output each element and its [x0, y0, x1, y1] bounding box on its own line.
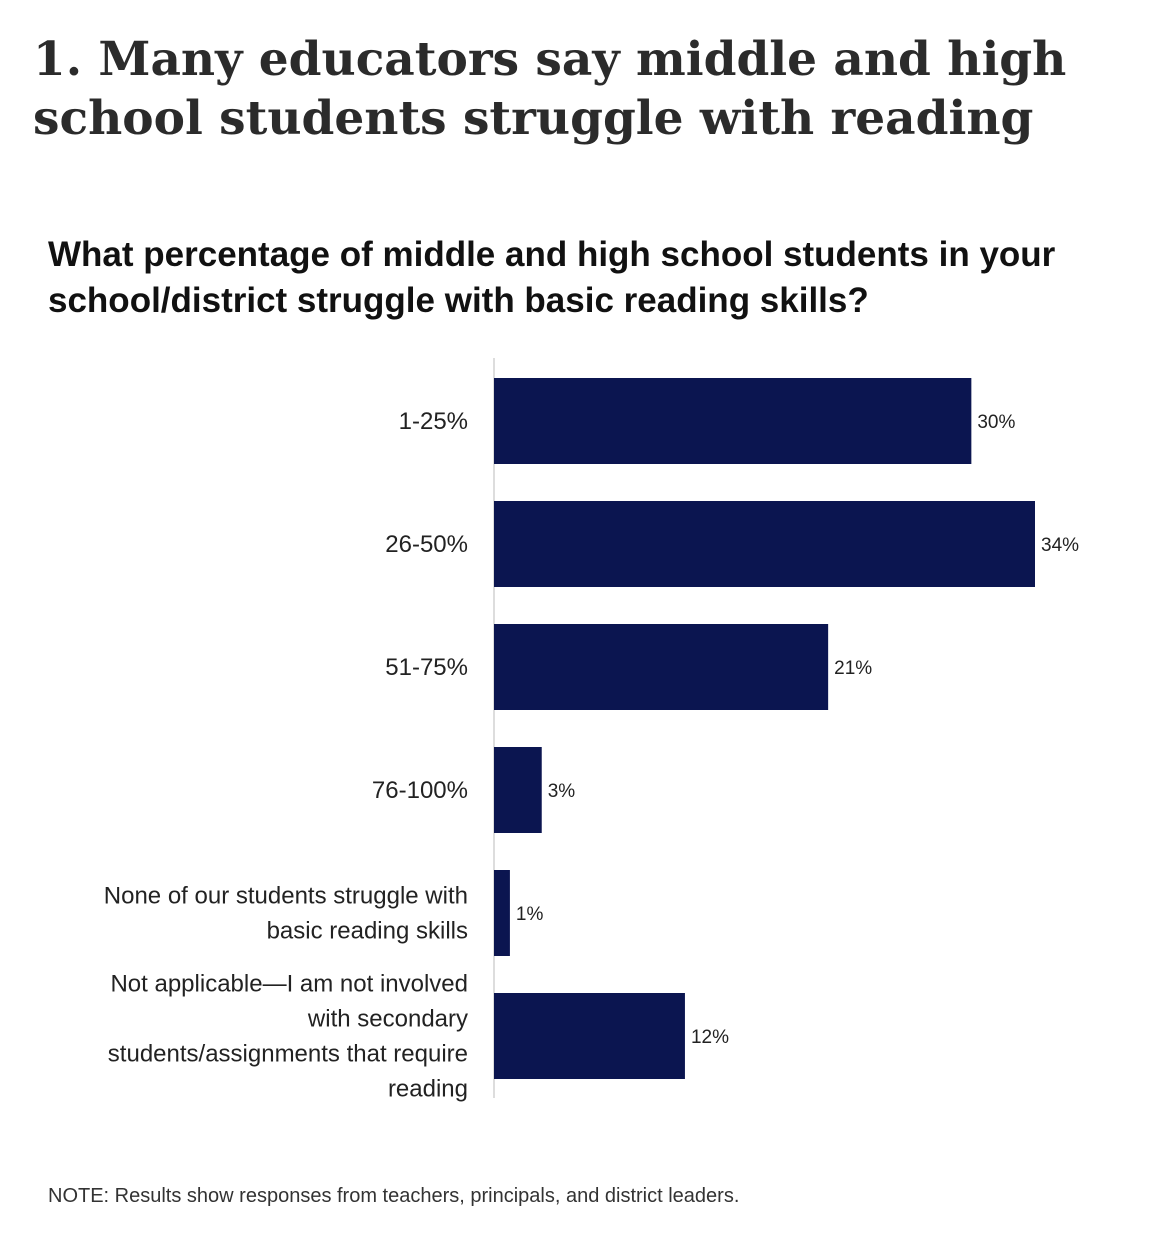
value-label-3: 21%: [834, 658, 873, 679]
bar-4: [494, 747, 542, 833]
bar-3: [494, 624, 828, 710]
category-label-6: Not applicable—I am not involved with secondary students/assignments that require reading: [107, 970, 468, 1103]
bar-chart: [0, 340, 1166, 1110]
bar-6: [494, 993, 685, 1079]
chart-note: NOTE: Results show responses from teachers, principals, and district leaders.: [48, 1185, 740, 1207]
category-label-5: None of our students struggle with basic reading skills: [103, 882, 468, 945]
value-label-1: 30%: [977, 412, 1016, 433]
category-label-1: 1-25%: [398, 408, 468, 435]
headline: 1. Many educators say middle and high school students struggle with reading: [33, 32, 1067, 146]
value-label-4: 3%: [547, 781, 576, 802]
category-label-3: 51-75%: [385, 654, 468, 681]
value-label-2: 34%: [1041, 535, 1080, 556]
category-label-4: 76-100%: [371, 777, 468, 804]
value-label-5: 1%: [515, 904, 544, 925]
bar-2: [494, 501, 1035, 587]
category-label-2: 26-50%: [385, 531, 468, 558]
value-label-6: 12%: [690, 1027, 729, 1048]
bar-1: [494, 378, 971, 464]
chart-title: What percentage of middle and high school students in your school/district struggle with basic reading skills?: [48, 235, 1056, 320]
bar-5: [494, 870, 510, 956]
